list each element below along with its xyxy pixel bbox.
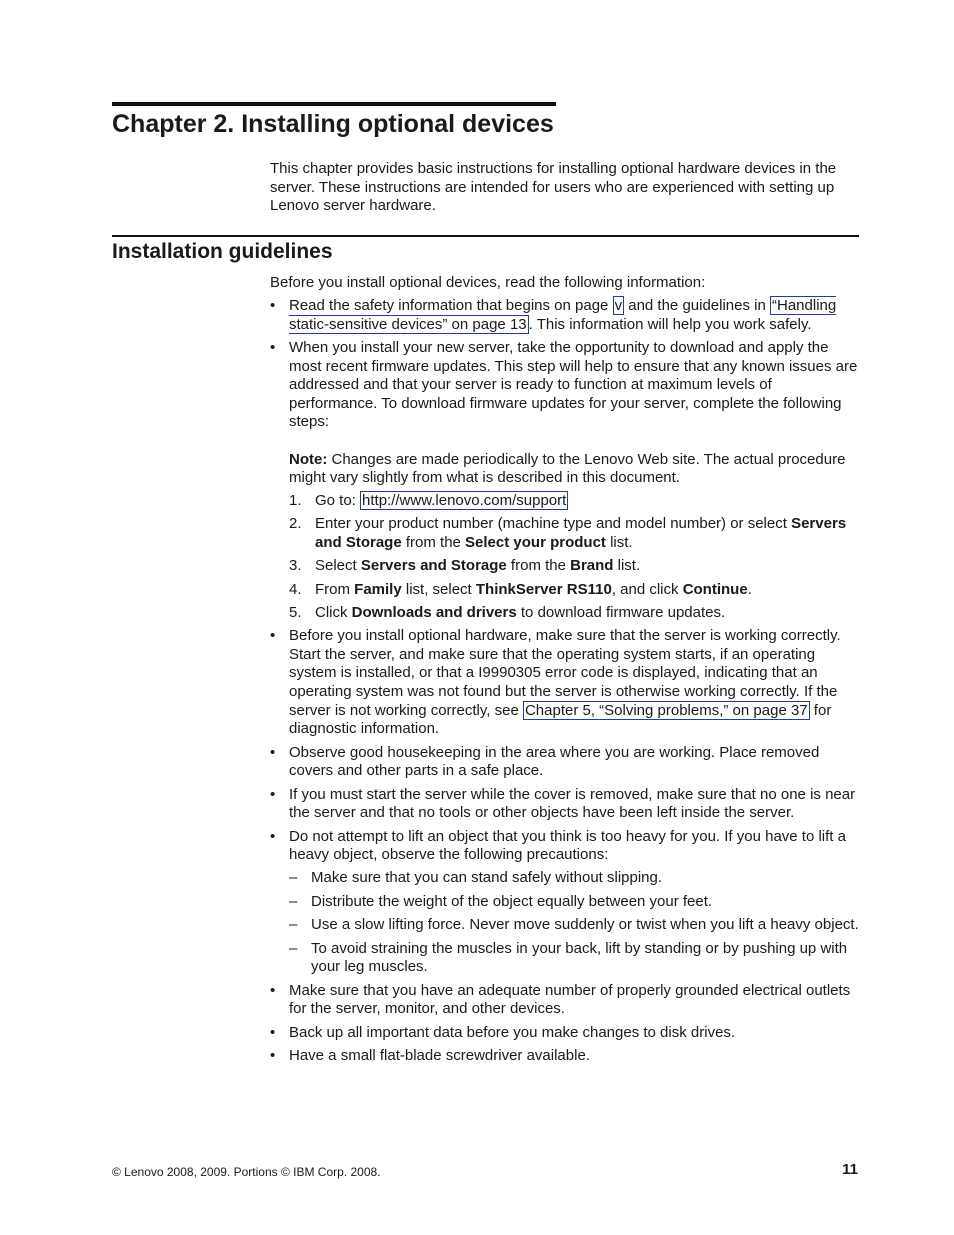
list-item-outlets (270, 982, 860, 1019)
precautions-list (289, 869, 860, 976)
text: Have a small flat-blade screwdriver available. (289, 1046, 590, 1064)
dash-icon: – (289, 916, 298, 934)
guidelines-list (270, 297, 860, 1070)
text: to download firmware updates. (516, 603, 726, 621)
note (289, 451, 860, 488)
text: for diagnostic information. (289, 701, 832, 738)
bold-text: ThinkServer RS110 (475, 580, 612, 598)
bold-text: Servers and Storage (315, 515, 847, 551)
text: Go to: (315, 491, 361, 509)
bullet-icon: • (270, 338, 276, 356)
static-sensitive-link[interactable]: “Handling static-sensitive devices” on page 13 (289, 297, 837, 333)
text: list. (605, 533, 633, 551)
text: Select (315, 557, 361, 575)
page-number: 11 (842, 1161, 858, 1178)
bold-text: Continue (682, 580, 748, 598)
dash-icon: – (289, 892, 298, 910)
text: list, select (401, 580, 476, 598)
text: Enter your product number (machine type and model number) or select (315, 515, 792, 533)
step-3 (289, 557, 860, 576)
list-item-lifting (270, 828, 860, 977)
text: Back up all important data before you make changes to disk drives. (289, 1023, 736, 1041)
step-1 (289, 492, 860, 511)
bold-text: Family (354, 580, 402, 598)
text: . This information will help you work safely. (528, 315, 812, 333)
note-text: Changes are made periodically to the Lenovo Web site. The actual procedure might vary slightly from what is described in this document. (289, 450, 846, 487)
step-4 (289, 581, 860, 600)
footer-copyright: © Lenovo 2008, 2009. Portions © IBM Corp. 2008. (112, 1165, 381, 1179)
section-lead: Before you install optional devices, read the following information: (270, 274, 706, 291)
bold-text: Servers and Storage (360, 557, 507, 575)
step-2 (289, 515, 860, 552)
step-number: 3. (289, 557, 302, 575)
chapter-intro: This chapter provides basic instructions for installing optional hardware devices in the server. These instructions are intended for users who are experienced with setting up Lenovo server hardware. (270, 160, 837, 215)
note-label: Note: (289, 450, 328, 468)
list-item-firmware (270, 339, 860, 623)
chapter-rule (112, 102, 556, 106)
dash-icon: – (289, 939, 298, 957)
chapter-title: Chapter 2. Installing optional devices (112, 110, 554, 138)
text: Use a slow lifting force. Never move suddenly or twist when you lift a heavy object. (311, 916, 859, 934)
text: When you install your new server, take the opportunity to download and apply the most recent firmware updates. This step will help to ensure that any known issues are addressed and that your server is ready to function at maximum levels of performance. To download firmware updates for your server, complete the following steps: (289, 338, 858, 431)
list-item-screwdriver (270, 1047, 860, 1066)
text: from the (401, 533, 466, 551)
text: and the guidelines in (624, 297, 771, 314)
bold-text: Downloads and drivers (351, 603, 517, 621)
bold-text: Select your product (465, 533, 606, 551)
solving-problems-link[interactable]: Chapter 5, “Solving problems,” on page 37 (524, 701, 808, 719)
text: Read the safety information that begins on page (289, 297, 613, 314)
text: Do not attempt to lift an object that you think is too heavy for you. If you have to lift a heavy object, observe the following precautions: (289, 827, 846, 864)
text: Make sure that you can stand safely without slipping. (311, 869, 663, 887)
step-number: 4. (289, 580, 302, 598)
text: , and click (611, 580, 683, 598)
lenovo-support-link[interactable]: http://www.lenovo.com/support (362, 491, 567, 509)
bullet-icon: • (270, 785, 276, 803)
bullet-icon: • (270, 297, 276, 314)
precaution-item (289, 940, 860, 977)
dash-icon: – (289, 869, 298, 887)
precaution-item (289, 869, 860, 888)
text: list. (613, 557, 641, 575)
list-item-housekeeping (270, 744, 860, 781)
step-number: 5. (289, 603, 302, 621)
list-item-verify-server (270, 627, 860, 739)
step-5 (289, 604, 860, 623)
step-number: 1. (289, 491, 302, 509)
text: To avoid straining the muscles in your back, lift by standing or by pushing up with your leg muscles. (311, 939, 848, 976)
bullet-icon: • (270, 743, 276, 761)
step-number: 2. (289, 515, 302, 533)
text: If you must start the server while the cover is removed, make sure that no one is near the server and that no tools or other objects have been left inside the server. (289, 785, 856, 822)
text: Before you install optional hardware, make sure that the server is working correctly. Start the server, and make sure that the operating system starts, if an operating system is installed, or that a I9990305 error code is displayed, indicating that an operating system was not found but the server is otherwise working correctly. If the server is not working correctly, see (289, 627, 841, 719)
bullet-icon: • (270, 1046, 276, 1064)
page-v-link[interactable]: v (614, 297, 623, 314)
list-item-backup (270, 1024, 860, 1043)
list-item-safety (270, 297, 860, 334)
steps-list (289, 492, 860, 623)
precaution-item (289, 893, 860, 912)
text: from the (506, 557, 571, 575)
precaution-item (289, 916, 860, 935)
text: Make sure that you have an adequate number of properly grounded electrical outlets for the server, monitor, and other devices. (289, 981, 851, 1018)
text: Distribute the weight of the object equally between your feet. (311, 892, 713, 910)
bullet-icon: • (270, 827, 276, 845)
text: . (747, 580, 752, 598)
bullet-icon: • (270, 1023, 276, 1041)
section-rule (112, 235, 859, 237)
text: Click (315, 603, 352, 621)
bullet-icon: • (270, 627, 276, 645)
text: Observe good housekeeping in the area where you are working. Place removed covers and other parts in a safe place. (289, 743, 820, 780)
text: From (315, 580, 355, 598)
list-item-cover-removed (270, 786, 860, 823)
bold-text: Brand (570, 557, 614, 575)
bullet-icon: • (270, 981, 276, 999)
section-title: Installation guidelines (112, 240, 333, 263)
